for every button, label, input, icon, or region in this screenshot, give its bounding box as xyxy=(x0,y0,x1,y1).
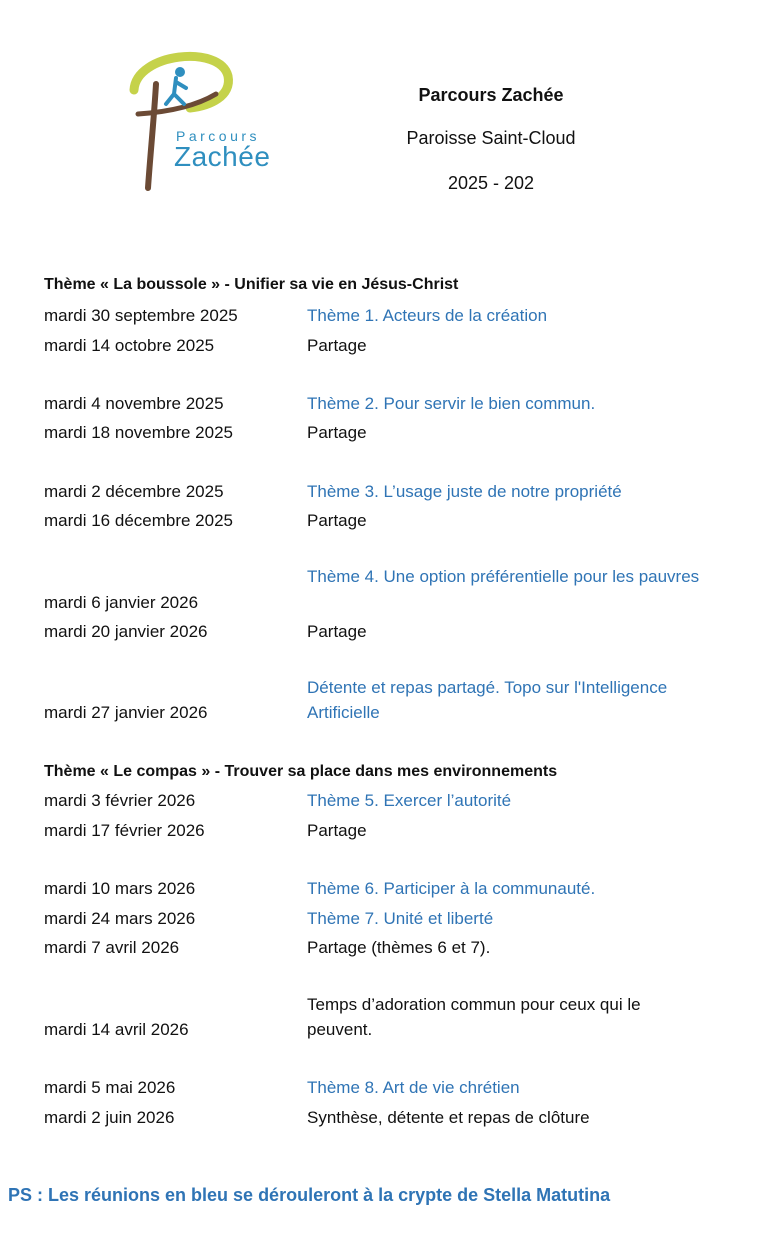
row-date: mardi 4 novembre 2025 xyxy=(44,394,224,413)
row-event: Partage (thèmes 6 et 7). xyxy=(307,938,491,957)
row-event: Thème 4. Une option préférentielle pour les pauvres xyxy=(307,567,700,586)
ps-note: PS : Les réunions en bleu se dérouleront à la crypte de Stella Matutina xyxy=(8,1185,611,1205)
row-event: Partage xyxy=(307,821,367,840)
row-date: mardi 3 février 2026 xyxy=(44,791,196,810)
row-date: mardi 5 mai 2026 xyxy=(44,1078,176,1097)
row-event: Thème 8. Art de vie chrétien xyxy=(307,1078,520,1097)
section-title-compas: Thème « Le compas » - Trouver sa place dans mes environnements xyxy=(44,763,558,780)
row-event: Temps d’adoration commun pour ceux qui le peuvent. xyxy=(307,995,641,1039)
row-event: Thème 2. Pour servir le bien commun. xyxy=(307,394,596,413)
row-date: mardi 2 juin 2026 xyxy=(44,1108,175,1127)
row-event: Partage xyxy=(307,336,367,355)
row-event: Thème 1. Acteurs de la création xyxy=(307,306,548,325)
row-date: mardi 14 avril 2026 xyxy=(44,1020,189,1039)
document-title: Parcours Zachée xyxy=(418,85,564,105)
row-date: mardi 17 février 2026 xyxy=(44,821,205,840)
row-event: Thème 7. Unité et liberté xyxy=(307,909,494,928)
row-date: mardi 16 décembre 2025 xyxy=(44,511,234,530)
row-event: Partage xyxy=(307,423,367,442)
row-event: Thème 3. L’usage juste de notre propriété xyxy=(307,482,622,501)
row-date: mardi 10 mars 2026 xyxy=(44,879,196,898)
row-date: mardi 27 janvier 2026 xyxy=(44,703,208,722)
row-date: mardi 2 décembre 2025 xyxy=(44,482,224,501)
row-date: mardi 14 octobre 2025 xyxy=(44,336,215,355)
row-event: Thème 5. Exercer l’autorité xyxy=(307,791,512,810)
row-date: mardi 7 avril 2026 xyxy=(44,938,180,957)
row-event: Détente et repas partagé. Topo sur l'Intelligence Artificielle xyxy=(307,678,668,722)
row-date: mardi 24 mars 2026 xyxy=(44,909,196,928)
row-date: mardi 30 septembre 2025 xyxy=(44,306,238,325)
row-event: Synthèse, détente et repas de clôture xyxy=(307,1108,590,1127)
section-title-boussole: Thème « La boussole » - Unifier sa vie en Jésus-Christ xyxy=(44,276,459,293)
row-date: mardi 20 janvier 2026 xyxy=(44,622,208,641)
years: 2025 - 202 xyxy=(447,173,535,193)
parish-name: Paroisse Saint-Cloud xyxy=(406,128,576,148)
row-event: Partage xyxy=(307,511,367,530)
logo-big-text: Zachée xyxy=(174,141,271,172)
logo-small-text: Parcours xyxy=(176,128,261,144)
row-date: mardi 6 janvier 2026 xyxy=(44,593,199,612)
row-event: Partage xyxy=(307,622,367,641)
row-event: Thème 6. Participer à la communauté. xyxy=(307,879,596,898)
row-date: mardi 18 novembre 2025 xyxy=(44,423,234,442)
